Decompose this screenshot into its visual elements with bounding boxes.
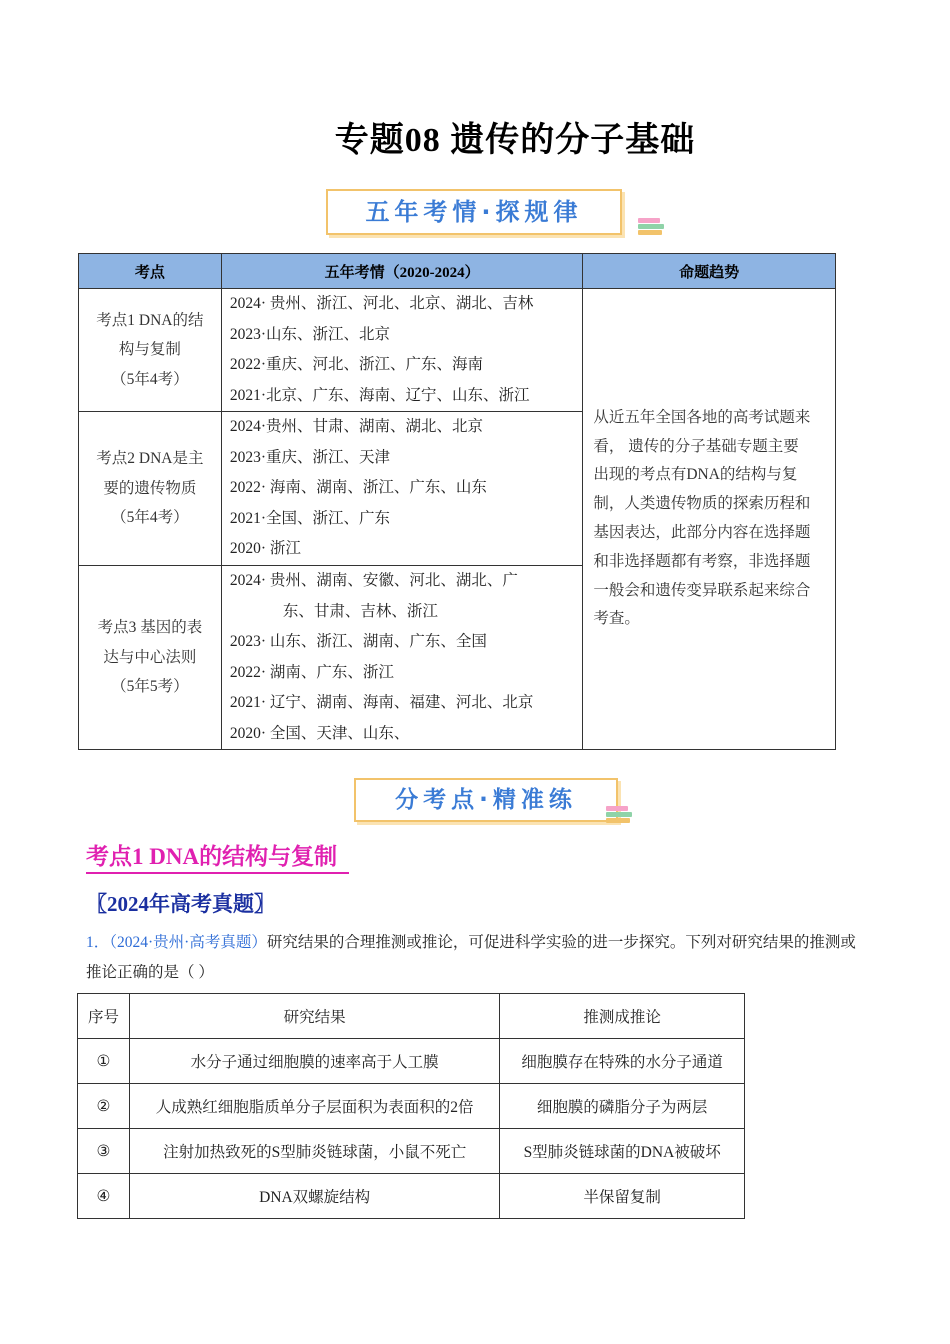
question-source: （2024·贵州·高考真题）: [109, 934, 267, 951]
question-text: 研究结果的合理推测或推论，可促进科学实验的进一步探究。下列对研究结果的推测或推论正确的是（ ）: [86, 934, 856, 981]
table-row: [79, 289, 836, 412]
year-line: 2022·重庆、河北、浙江、广东、海南: [229, 356, 483, 373]
year-line: 2022· 湖南、广东、浙江: [229, 663, 394, 681]
banner-five-year: 五年考情·探规律: [326, 189, 622, 235]
table-row: [78, 1039, 745, 1084]
question-1: [86, 928, 866, 988]
topic-cell: [79, 566, 222, 750]
trend-line: 基因表达，此部分内容在选择题: [593, 524, 811, 541]
table-row: [78, 1129, 745, 1174]
table-row: [78, 1084, 745, 1129]
topic-line: 达与中心法则: [103, 648, 197, 666]
year-line: 2021·全国、浙江、广东: [229, 509, 390, 527]
table-header-cell: 推测成推论: [500, 994, 745, 1039]
table-cell: ②: [78, 1084, 130, 1129]
year-line: 2023·重庆、浙江、天津: [229, 448, 390, 466]
year-line: 2023· 山东、浙江、湖南、广东、全国: [229, 633, 487, 650]
table-cell: DNA双螺旋结构: [129, 1174, 499, 1219]
table-header-cell: 研究结果: [129, 994, 499, 1039]
year-line: 2021·北京、广东、海南、辽宁、山东、浙江: [229, 386, 530, 404]
topic-line: 考点2 DNA是主: [96, 450, 204, 468]
trend-line: 看， 遗传的分子基础专题主要: [593, 437, 799, 455]
overview-header-row: [79, 254, 836, 289]
table-cell: 注射加热致死的S型肺炎链球菌，小鼠不死亡: [129, 1129, 499, 1174]
year-line: 2021· 辽宁、湖南、海南、福建、河北、北京: [229, 694, 534, 711]
book-stack-icon: [638, 218, 664, 238]
question-table: [77, 993, 745, 1219]
table-cell: ①: [78, 1039, 130, 1084]
trend-line: 一般会和遗传变异联系起来综合: [593, 581, 811, 599]
table-cell: 细胞膜存在特殊的水分子通道: [500, 1039, 745, 1084]
year-line-continued: 东、甘肃、吉林、浙江: [282, 602, 438, 620]
table-cell: ④: [78, 1174, 130, 1219]
header-years: 五年考情（2020-2024）: [221, 254, 583, 289]
year-line: 2020· 浙江: [229, 540, 301, 558]
year-line: 2024· 贵州、湖南、安徽、河北、湖北、广: [229, 572, 518, 589]
table-cell: 细胞膜的磷脂分子为两层: [500, 1084, 745, 1129]
topic-line: （5年4考）: [111, 509, 189, 527]
table-cell: 水分子通过细胞膜的速率高于人工膜: [129, 1039, 499, 1084]
years-cell: [221, 289, 583, 412]
year-line: 2024·贵州、甘肃、湖南、湖北、北京: [229, 418, 483, 436]
trend-line: 从近五年全国各地的高考试题来: [593, 408, 811, 426]
overview-table: [78, 253, 836, 750]
question-number: 1．: [86, 934, 110, 951]
trend-line: 考查。: [593, 610, 640, 628]
topic-line: 考点1 DNA的结: [96, 311, 204, 329]
trend-line: 和非选择题都有考察，非选择题: [593, 552, 811, 570]
banner-practice: 分考点·精准练: [354, 778, 618, 822]
topic-cell: [79, 289, 222, 412]
trend-line: 制，人类遗传物质的探索历程和: [593, 495, 811, 513]
section-heading: 考点1 DNA的结构与复制: [86, 842, 349, 874]
table-cell: 半保留复制: [500, 1174, 745, 1219]
year-line: 2024· 贵州、浙江、河北、北京、湖北、吉林: [229, 295, 534, 312]
topic-line: 要的遗传物质: [103, 479, 197, 497]
topic-line: （5年5考）: [111, 678, 189, 696]
year-line: 2020· 全国、天津、山东、: [229, 724, 410, 742]
book-stack-icon: [606, 806, 632, 826]
table-cell: 人成熟红细胞脂质单分子层面积为表面积的2倍: [129, 1084, 499, 1129]
header-topic: 考点: [79, 254, 222, 289]
table-row: [78, 994, 745, 1039]
table-row: [78, 1174, 745, 1219]
header-trend: 命题趋势: [583, 254, 836, 289]
topic-line: 考点3 基因的表: [97, 619, 203, 637]
trend-line: 出现的考点有DNA的结构与复: [593, 466, 798, 484]
topic-line: （5年4考）: [111, 370, 189, 388]
page-title: 专题08 遗传的分子基础: [334, 122, 696, 159]
table-cell: ③: [78, 1129, 130, 1174]
topic-line: 构与复制: [118, 341, 181, 359]
trend-cell: [583, 289, 836, 750]
year-line: 2022· 海南、湖南、浙江、广东、山东: [229, 479, 487, 497]
years-cell: [221, 566, 583, 750]
year-line: 2023·山东、浙江、北京: [229, 325, 390, 343]
table-cell: S型肺炎链球菌的DNA被破坏: [500, 1129, 745, 1174]
sub-heading: 〖2024年高考真题〗: [86, 892, 275, 916]
years-cell: [221, 412, 583, 566]
topic-cell: [79, 412, 222, 566]
table-header-cell: 序号: [78, 994, 130, 1039]
